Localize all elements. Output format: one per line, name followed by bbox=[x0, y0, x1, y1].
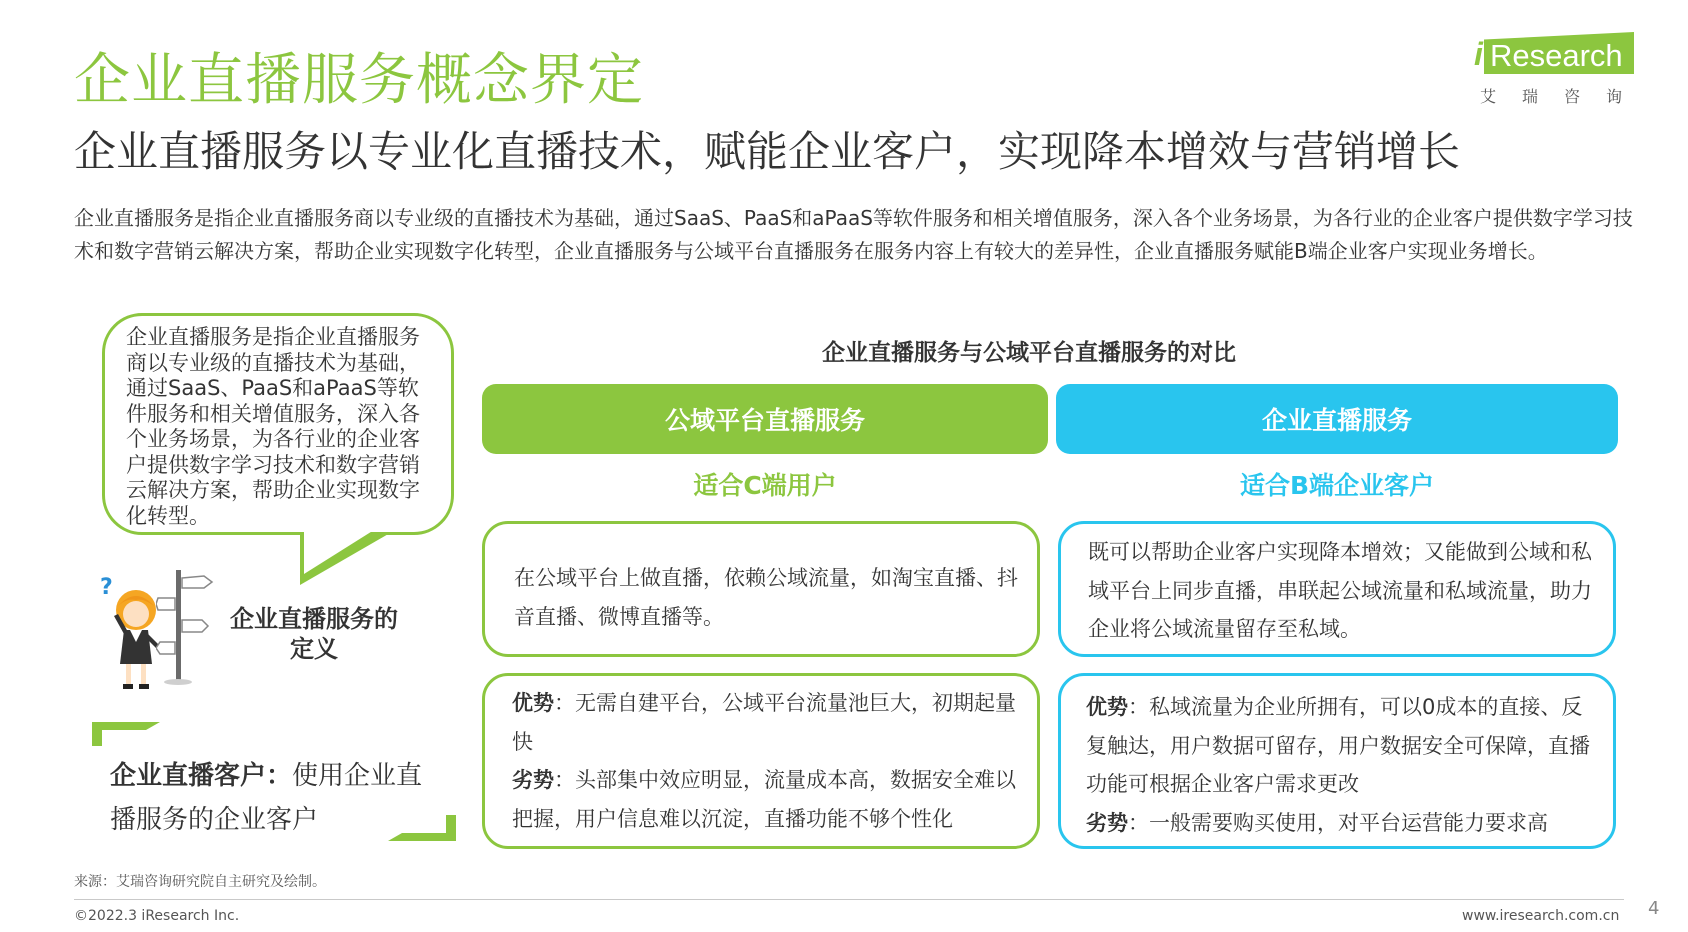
public-pros-cons-text bbox=[512, 684, 1022, 838]
public-audience-label: 适合C端用户 bbox=[693, 471, 837, 500]
bracket-top-left-decoration bbox=[92, 722, 160, 746]
svg-text:?: ? bbox=[100, 575, 113, 600]
comparison-title: 企业直播服务与公域平台直播服务的对比 bbox=[822, 340, 1236, 366]
definition-label-line1: 企业直播服务的 bbox=[230, 605, 398, 633]
enterprise-pros-text: ：私域流量为企业所拥有，可以0成本的直接、反复触达，用户数据可留存，用户数据安全可保障，直播功能可根据企业客户需求更改 bbox=[1086, 695, 1590, 796]
public-description-text: 在公域平台上做直播，依赖公域流量，如淘宝直播、抖音直播、微博直播等。 bbox=[514, 566, 1018, 629]
public-pros bbox=[512, 684, 1022, 761]
enterprise-cons bbox=[1086, 804, 1596, 843]
enterprise-pros bbox=[1086, 688, 1596, 804]
intro-paragraph: 企业直播服务是指企业直播服务商以专业级的直播技术为基础，通过SaaS、PaaS和aPaaS等软件服务和相关增值服务，深入各个业务场景，为各行业的企业客户提供数字学习技术和数字营销云解决方案，帮助企业实现数字化转型，企业直播服务与公域平台直播服务在服务内容上有较大的差异性，企业直播服务赋能B端企业客户实现业务增长。 bbox=[74, 206, 1633, 263]
footer-divider bbox=[74, 899, 1624, 900]
logo-text: Research bbox=[1490, 38, 1623, 73]
enterprise-pros-label: 优势 bbox=[1086, 695, 1128, 719]
public-cons bbox=[512, 761, 1022, 838]
client-text: 使用企业直播服务的企业客户 bbox=[110, 761, 423, 835]
enterprise-service-header: 企业直播服务 bbox=[1056, 384, 1618, 454]
page-subtitle: 企业直播服务以专业化直播技术，赋能企业客户，实现降本增效与营销增长 bbox=[74, 127, 1461, 176]
enterprise-cons-label: 劣势 bbox=[1086, 810, 1128, 835]
speech-bubble-tail-fill bbox=[304, 530, 374, 574]
public-pros-text: ：无需自建平台，公域平台流量池巨大，初期起量快 bbox=[512, 691, 1016, 754]
page-number: 4 bbox=[1648, 898, 1660, 919]
definition-label bbox=[224, 604, 404, 664]
public-platform-header: 公域平台直播服务 bbox=[482, 384, 1048, 454]
copyright-text: ©2022.3 iResearch Inc. bbox=[74, 908, 240, 924]
public-pros-label: 优势 bbox=[512, 691, 554, 715]
signpost-icon bbox=[156, 568, 216, 686]
enterprise-description-text: 既可以帮助企业客户实现降本增效；又能做到公域和私域平台上同步直播，串联起公域流量和私域流量，助力企业将公域流量留存至私域。 bbox=[1088, 540, 1592, 641]
enterprise-pros-cons-text bbox=[1086, 688, 1596, 842]
page-title: 企业直播服务概念界定 bbox=[74, 48, 644, 113]
public-cons-label: 劣势 bbox=[512, 768, 554, 792]
client-definition bbox=[110, 754, 430, 842]
enterprise-cons-text: ：一般需要购买使用，对平台运营能力要求高 bbox=[1128, 810, 1548, 835]
logo-i-mark: i bbox=[1474, 36, 1483, 72]
logo-chinese-name: 艾瑞咨询 bbox=[1480, 87, 1649, 106]
source-note: 来源：艾瑞咨询研究院自主研究及绘制。 bbox=[74, 874, 326, 890]
enterprise-audience-label: 适合B端企业客户 bbox=[1239, 471, 1435, 500]
iresearch-logo bbox=[1474, 32, 1649, 108]
definition-label-line2: 定义 bbox=[290, 635, 338, 663]
bubble-definition-text: 企业直播服务是指企业直播服务商以专业级的直播技术为基础，通过SaaS、PaaS和aPaaS等软件服务和相关增值服务，深入各个业务场景，为各行业的企业客户提供数字学习技术和数字营销云解决方案，帮助企业实现数字化转型。 bbox=[126, 325, 420, 528]
public-cons-text: ：头部集中效应明显，流量成本高，数据安全难以把握，用户信息难以沉淀，直播功能不够个性化 bbox=[512, 768, 1016, 831]
website-link[interactable]: www.iresearch.com.cn bbox=[1462, 908, 1620, 924]
client-label: 企业直播客户： bbox=[110, 761, 293, 791]
